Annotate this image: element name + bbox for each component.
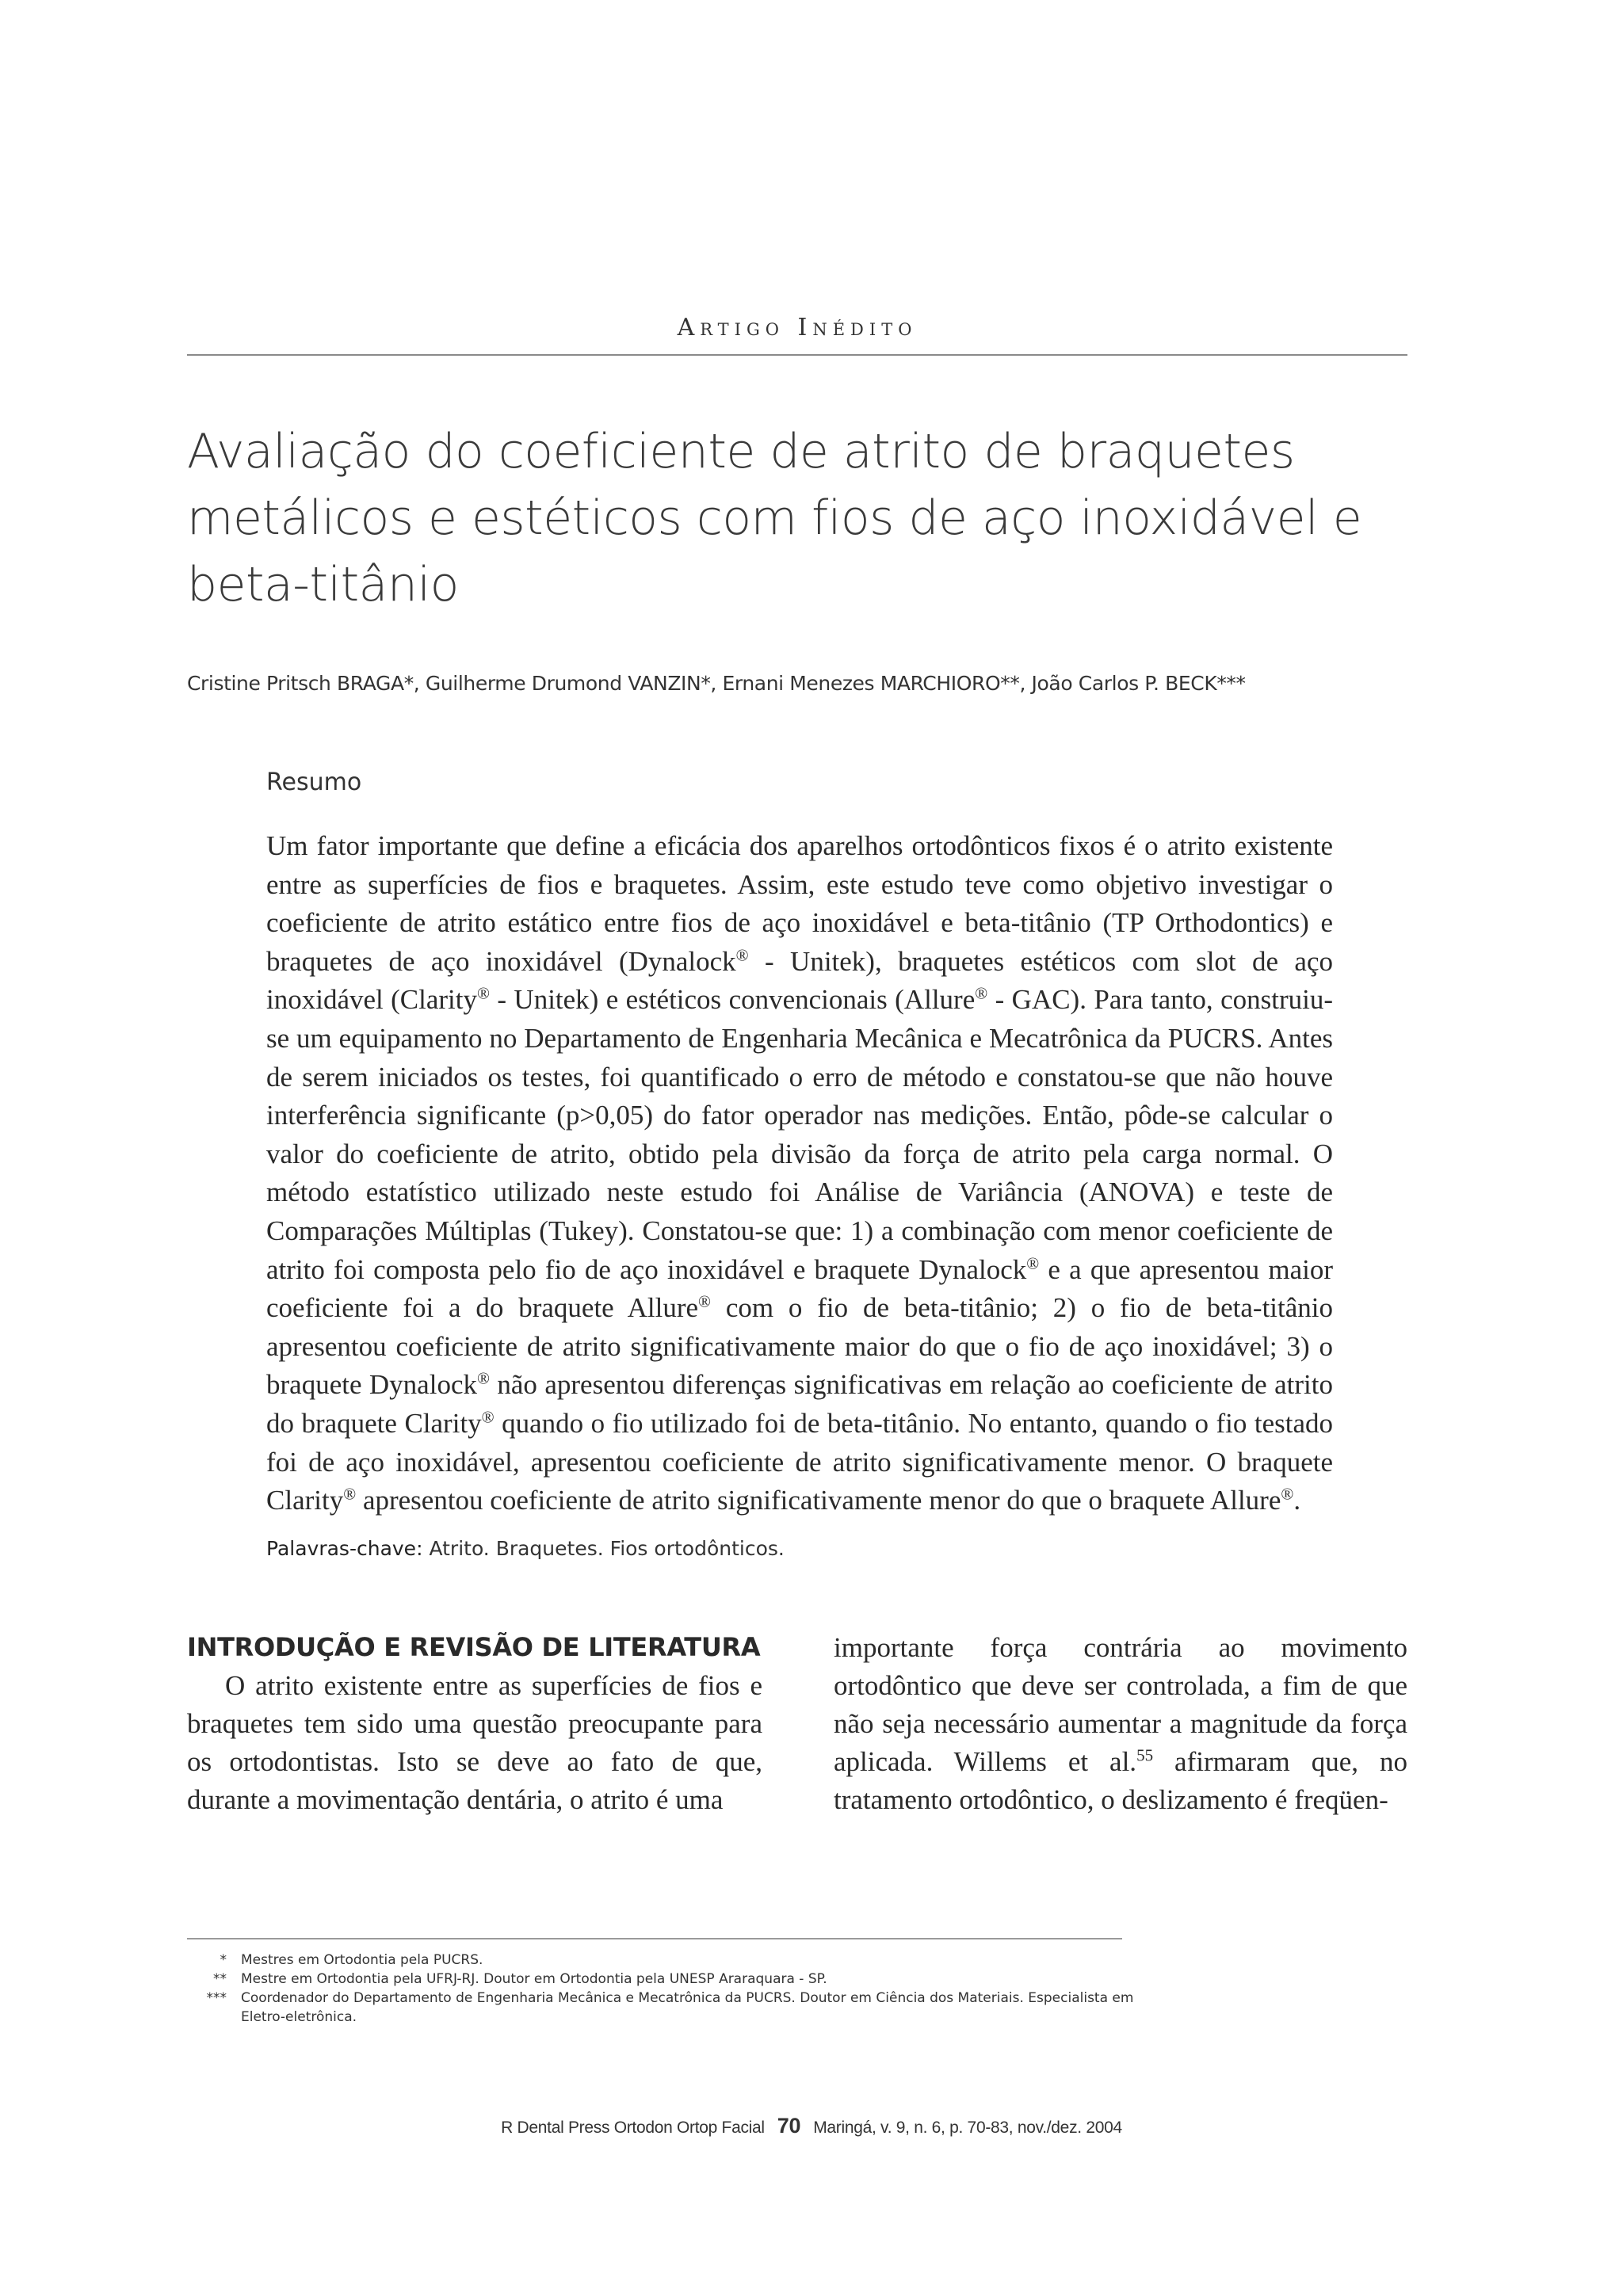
abstract-heading: Resumo [266,769,362,796]
body-text: afirmaram que, no tratamento ortodôntico, o deslizamento é freqüen- [834,1746,1407,1815]
abstract-text: - Unitek), braquetes estéticos com slot de aço inoxidável (Clarity [266,945,1333,1016]
registered-mark: ® [1026,1253,1040,1272]
abstract-body [266,827,1333,1520]
page-footer [0,2114,1623,2138]
header-divider [187,354,1407,356]
article-title: Avaliação do coeficiente de atrito de braquetes metálicos e estéticos com fios de aço inoxidável e beta-titânio [187,424,1362,612]
footnote [187,1970,1138,1989]
abstract-text: Um fator importante que define a eficácia dos aparelhos ortodônticos fixos é o atrito existente entre as superfícies de fios e braquetes. Assim, este estudo teve como objetivo investigar o coeficiente de atrito estático entre fios de aço inoxidável e beta-titânio (TP Orthodontics) e braquetes de aço inoxidável (Dynalock [266,830,1333,977]
abstract-text: - Unitek) e estéticos convencionais (Allure [489,984,976,1016]
footnotes [187,1951,1138,2027]
citation-info: Maringá, v. 9, n. 6, p. 70-83, nov./dez. 2004 [813,2119,1122,2137]
abstract-text: . [1293,1485,1301,1516]
section-header: Artigo Inédito [677,314,918,341]
abstract-text: e a que apresentou maior coeficiente foi a do braquete Allure [266,1253,1333,1324]
footnote [187,1989,1138,2027]
abstract-text: apresentou coeficiente de atrito significativamente menor do que o braquete Allure [356,1485,1281,1516]
footnote-mark: * [220,1952,227,1968]
footnote-mark: ** [213,1971,227,1987]
citation-ref: 55 [1136,1745,1154,1765]
abstract-text: - GAC). Para tanto, construiu-se um equipamento no Departamento de Engenharia Mecânica e Mecatrônica da PUCRS. Antes de serem iniciados os testes, foi quantificado o erro de método e constatou-se que não houve interferência significante (p>0,05) do fator operador nas medições. Então, pôde-se calcular o valor do coeficiente de atrito, obtido pela divisão da força de atrito pela carga normal. O método estatístico utilizado neste estudo foi Análise de Variância (ANOVA) e teste de Comparações Múltiplas (Tukey). Constatou-se que: 1) a combinação com menor coeficiente de atrito foi composta pelo fio de aço inoxidável e braquete Dynalock [266,984,1333,1285]
body-column-left [187,1667,762,1819]
body-paragraph [834,1629,1407,1819]
intro-heading: INTRODUÇÃO E REVISÃO DE LITERATURA [187,1632,761,1662]
registered-mark: ® [975,983,988,1003]
registered-mark: ® [476,1368,490,1388]
footnote-divider [187,1938,1122,1939]
author-list: Cristine Pritsch BRAGA*, Guilherme Drumond VANZIN*, Ernani Menezes MARCHIORO**, João Carlos P. BECK*** [187,672,1246,695]
page-number: 70 [777,2114,801,2138]
registered-mark: ® [481,1407,495,1427]
abstract-text: com o fio de beta-titânio; 2) o fio de beta-titânio apresentou coeficiente de atrito significativamente maior do que o fio de aço inoxidável; 3) o braquete Dynalock [266,1292,1333,1401]
registered-mark: ® [1281,1484,1294,1504]
body-column-right [834,1629,1407,1819]
footnote-text: Coordenador do Departamento de Engenharia Mecânica e Mecatrônica da PUCRS. Doutor em Ciência dos Materiais. Especialista em Eletro-eletrônica. [241,1990,1134,2025]
body-text: importante força contrária ao movimento ortodôntico que deve ser controlada, a fim de que não seja necessário aumentar a magnitude da força aplicada. Willems et al. [834,1632,1407,1777]
registered-mark: ® [477,983,490,1003]
abstract-text: quando o fio utilizado foi de beta-titânio. No entanto, quando o fio testado foi de aço inoxidável, apresentou coeficiente de atrito significativamente menor. O braquete Clarity [266,1407,1333,1516]
registered-mark: ® [698,1291,711,1311]
footnote-text: Mestres em Ortodontia pela PUCRS. [241,1952,483,1968]
keywords [266,1537,785,1560]
footnote-mark: *** [206,1990,227,2006]
body-paragraph: O atrito existente entre as superfícies de fios e braquetes tem sido uma questão preocupante para os ortodontistas. Isto se deve ao fato de que, durante a movimentação dentária, o atrito é uma [187,1670,762,1815]
keywords-label: Palavras-chave: [266,1537,423,1560]
registered-mark: ® [735,945,749,965]
journal-name: R Dental Press Ortodon Ortop Facial [501,2119,765,2137]
footnote-text: Mestre em Ortodontia pela UFRJ-RJ. Doutor em Ortodontia pela UNESP Araraquara - SP. [241,1971,827,1987]
footnote [187,1951,1138,1970]
registered-mark: ® [343,1484,357,1504]
abstract-text: não apresentou diferenças significativas em relação ao coeficiente de atrito do braquete Clarity [266,1369,1333,1439]
keywords-text: Atrito. Braquetes. Fios ortodônticos. [422,1537,785,1560]
